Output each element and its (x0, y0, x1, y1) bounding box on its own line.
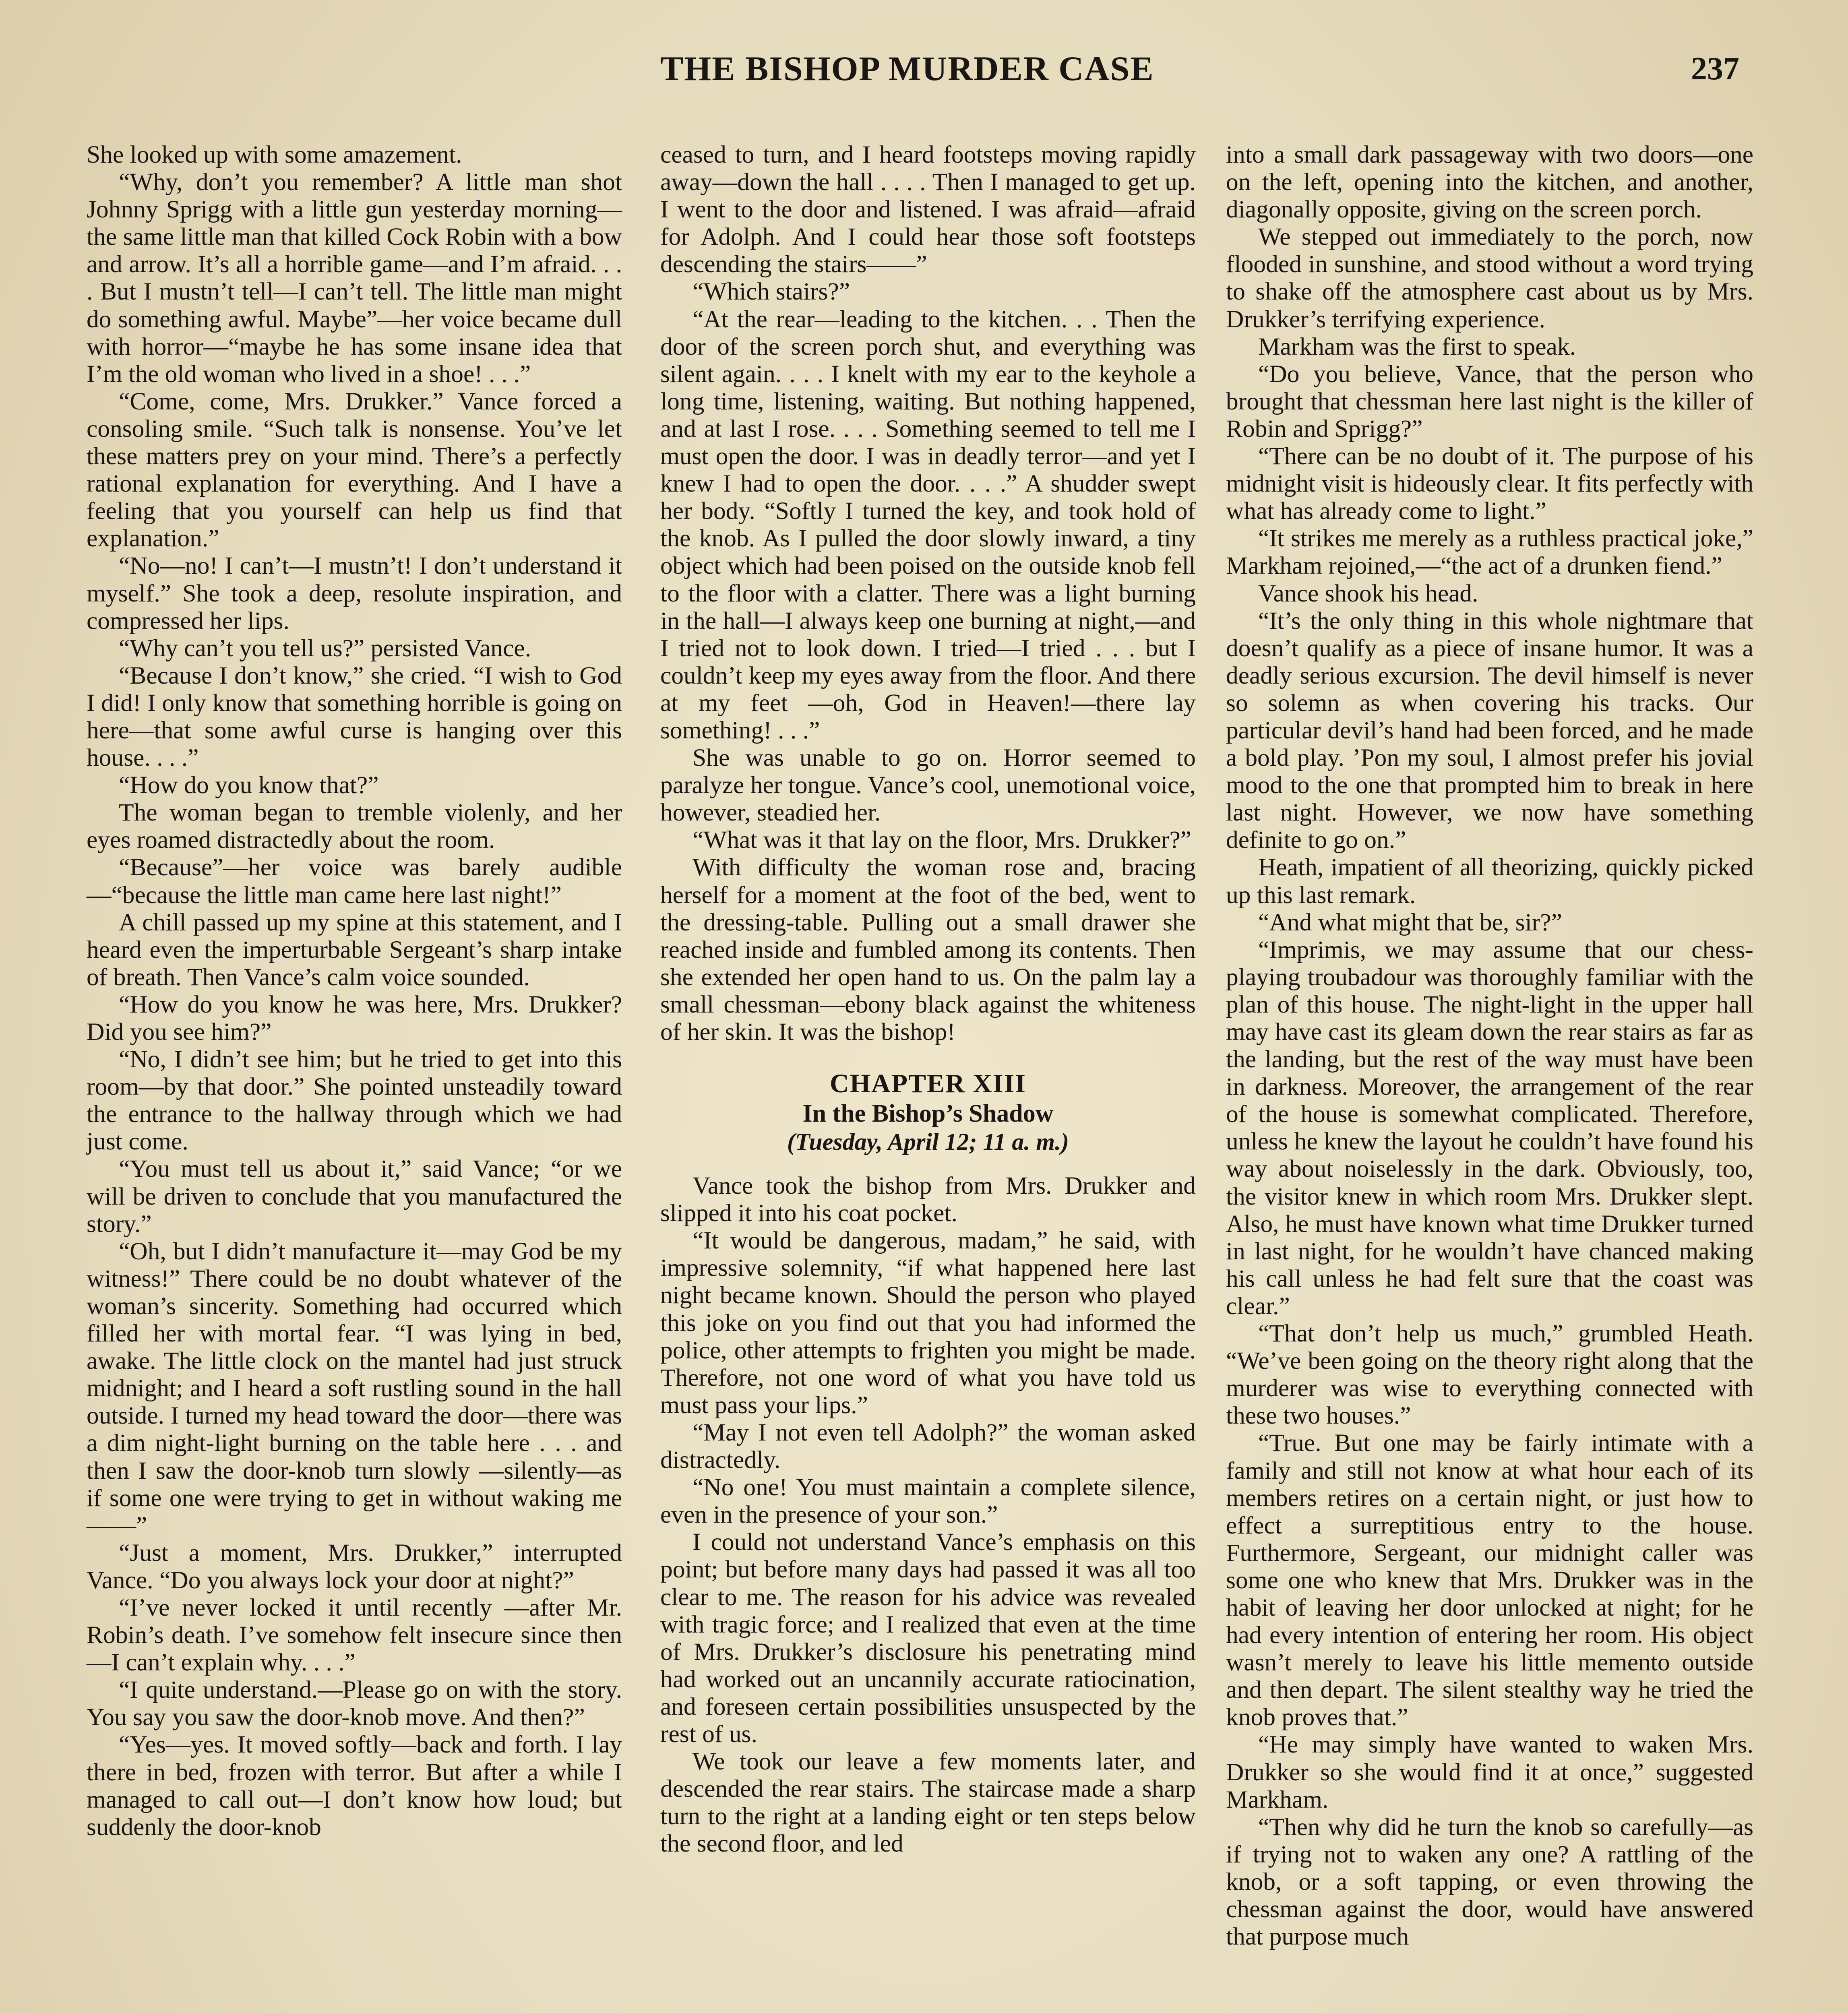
paragraph: “He may simply have wanted to waken Mrs. Drukker so she would find it at once,” suggested Markham. (1226, 1731, 1753, 1813)
paragraph: She was unable to go on. Horror seemed to paralyze her tongue. Vance’s cool, unemotional voice, however, steadied her. (660, 744, 1196, 827)
paragraph: “True. But one may be fairly intimate with a family and still not know at what hour each of its members retires on a certain night, or just how to effect a surreptitious entry to the house. Furthermore, Sergeant, our midnight caller was some one who knew that Mrs. Drukker was in the habit of leaving her door unlocked at night; for he had every intention of entering her room. His object wasn’t merely to leave his little memento outside and then depart. The silent stealthy way he tried the knob proves that.” (1226, 1429, 1753, 1731)
paragraph: “That don’t help us much,” grumbled Heath. “We’ve been going on the theory right along that the murderer was wise to everything connected with these two houses.” (1226, 1320, 1753, 1430)
paragraph: “Because”—her voice was barely audible—“because the little man came here last night!” (87, 854, 622, 909)
text-column-3 (1226, 141, 1753, 1950)
paragraph: “Come, come, Mrs. Drukker.” Vance forced a consoling smile. “Such talk is nonsense. You’ve let these matters prey on your mind. There’s a perfectly rational explanation for everything. And I have a feeling that you yourself can help us find that explanation.” (87, 387, 622, 552)
paragraph: “What was it that lay on the floor, Mrs. Drukker?” (692, 826, 1192, 854)
paragraph: Heath, impatient of all theorizing, quickly picked up this last remark. (1226, 854, 1753, 909)
paragraph: Vance took the bishop from Mrs. Drukker and slipped it into his coat pocket. (660, 1172, 1196, 1227)
running-head: THE BISHOP MURDER CASE (660, 49, 1154, 88)
paragraph: I could not understand Vance’s emphasis on this point; but before many days had passed it was all too clear to me. The reason for his advice was revealed with tragic force; and I realized that even at the time of Mrs. Drukker’s disclosure his penetrating mind had worked out an uncannily accurate ratiocination, and foreseen certain possibilities unsuspected by the rest of us. (660, 1528, 1196, 1748)
paragraph: “Just a moment, Mrs. Drukker,” interrupted Vance. “Do you always lock your door at night?” (87, 1539, 622, 1594)
chapter-heading (660, 1068, 1196, 1156)
paragraph: “There can be no doubt of it. The purpose of his midnight visit is hideously clear. It fits perfectly with what has already come to light.” (1226, 442, 1753, 525)
paragraph: “It strikes me merely as a ruthless practical joke,” Markham rejoined,—“the act of a drunken fiend.” (1226, 525, 1753, 580)
paragraph: “Which stairs?” (692, 278, 850, 306)
paragraph: “How do you know he was here, Mrs. Drukker? Did you see him?” (87, 990, 622, 1046)
paragraph: “You must tell us about it,” said Vance; “or we will be driven to conclude that you manufactured the story.” (87, 1155, 622, 1238)
paragraph: She looked up with some amazement. (87, 141, 462, 168)
paragraph: “It’s the only thing in this whole nightmare that doesn’t qualify as a piece of insane humor. It was a deadly serious excursion. The devil himself is never so solemn as when covering his tracks. Our particular devil’s hand had been forced, and he made a bold play. ’Pon my soul, I almost prefer his jovial mood to the one that prompted him to break in here last night. However, we now have something definite to go on.” (1226, 607, 1753, 854)
paragraph: “Yes—yes. It moved softly—back and forth. I lay there in bed, frozen with terror. But after a while I managed to call out—I don’t know how loud; but suddenly the door-knob (87, 1731, 622, 1841)
paragraph: “May I not even tell Adolph?” the woman asked distractedly. (660, 1418, 1196, 1474)
paragraph: With difficulty the woman rose and, bracing herself for a moment at the foot of the bed, went to the dressing-table. Pulling out a small drawer she reached inside and fumbled among its contents. Then she extended her open hand to us. On the palm lay a small chessman—ebony black against the whiteness of her skin. It was the bishop! (660, 854, 1196, 1046)
paragraph: “No—no! I can’t—I mustn’t! I don’t understand it myself.” She took a deep, resolute inspiration, and compressed her lips. (87, 552, 622, 634)
paragraph: Vance shook his head. (1258, 579, 1478, 607)
paragraph: “Because I don’t know,” she cried. “I wish to God I did! I only know that something horrible is going on here—that some awful curse is hanging over this house. . . .” (87, 661, 622, 772)
paragraph: The woman began to tremble violenly, and her eyes roamed distractedly about the room. (87, 799, 622, 854)
paragraph: “It would be dangerous, madam,” he said, with impressive solemnity, “if what happened here last night became known. Should the person who played this joke on you find out that you had informed the police, other attempts to frighten you might be made. Therefore, not one word of what you have told us must pass your lips.” (660, 1227, 1196, 1419)
paragraph: “Why can’t you tell us?” persisted Vance. (119, 634, 531, 662)
paragraph: “Then why did he turn the knob so carefully—as if trying not to waken any one? A rattling of the knob, or a soft tapping, or even throwing the chessman against the door, would have answered that purpose much (1226, 1813, 1753, 1951)
chapter-subtitle: In the Bishop’s Shadow (802, 1100, 1054, 1128)
paragraph: “Why, don’t you remember? A little man shot Johnny Sprigg with a little gun yesterday morning—the same little man that killed Cock Robin with a bow and arrow. It’s all a horrible game—and I’m afraid. . . . But I mustn’t tell—I can’t tell. The little man might do something awful. Maybe”—her voice became dull with horror—“maybe he has some insane idea that I’m the old woman who lived in a shoe! . . .” (87, 168, 622, 388)
text-column-1 (87, 141, 622, 1841)
paragraph: “Imprimis, we may assume that our chess-playing troubadour was thoroughly familiar with the plan of this house. The night-light in the upper hall may have cast its gleam down the rear stairs as far as the landing, but the rest of the way must have been in darkness. Moreover, the arrangement of the rear of the house is somewhat complicated. Therefore, unless he knew the layout he couldn’t have found his way about noiselessly in the dark. Obviously, too, the visitor knew in which room Mrs. Drukker slept. Also, he must have known what time Drukker turned in last night, for he wouldn’t have chanced making his call unless he had felt sure that the coast was clear.” (1226, 936, 1753, 1320)
page-number: 237 (1691, 51, 1739, 87)
paragraph: “Do you believe, Vance, that the person who brought that chessman here last night is the killer of Robin and Sprigg?” (1226, 360, 1753, 442)
paragraph: “Oh, but I didn’t manufacture it—may God be my witness!” There could be no doubt whatever of the woman’s sincerity. Something had occurred which filled her with mortal fear. “I was lying in bed, awake. The little clock on the mantel had just struck midnight; and I heard a soft rustling sound in the hall outside. I turned my head toward the door—there was a dim night-light burning on the table here . . . and then I saw the door-knob turn slowly —silently—as if some one were trying to get in without waking me——” (87, 1237, 622, 1539)
paragraph: “How do you know that?” (119, 771, 379, 799)
paragraph: “No, I didn’t see him; but he tried to get into this room—by that door.” She pointed unsteadily toward the entrance to the hallway through which we had just come. (87, 1046, 622, 1155)
paragraph: We took our leave a few moments later, and descended the rear stairs. The staircase made a sharp turn to the right at a landing eight or ten steps below the second floor, and led (660, 1748, 1196, 1858)
paragraph: into a small dark passageway with two doors—one on the left, opening into the kitchen, and another, diagonally opposite, giving on the screen porch. (1226, 141, 1753, 223)
text-column-2 (660, 141, 1196, 1857)
paragraph: A chill passed up my spine at this statement, and I heard even the imperturbable Sergeant’s sharp intake of breath. Then Vance’s calm voice sounded. (87, 908, 622, 991)
chapter-title: CHAPTER XIII (830, 1069, 1026, 1099)
paragraph: ceased to turn, and I heard footsteps moving rapidly away—down the hall . . . . Then I managed to get up. I went to the door and listened. I was afraid—afraid for Adolph. And I could hear those soft footsteps descending the stairs——” (660, 141, 1196, 278)
paragraph: Markham was the first to speak. (1258, 333, 1576, 360)
paragraph: “No one! You must maintain a complete silence, even in the presence of your son.” (660, 1474, 1196, 1529)
paragraph: “I’ve never locked it until recently —after Mr. Robin’s death. I’ve somehow felt insecure since then—I can’t explain why. . . .” (87, 1593, 622, 1676)
paragraph: “I quite understand.—Please go on with the story. You say you saw the door-knob move. And then?” (87, 1676, 622, 1731)
paragraph: “And what might that be, sir?” (1258, 908, 1562, 936)
paragraph: “At the rear—leading to the kitchen. . . Then the door of the screen porch shut, and everything was silent again. . . . I knelt with my ear to the keyhole a long time, listening, waiting. But nothing happened, and at last I rose. . . . Something seemed to tell me I must open the door. I was in deadly terror—and yet I knew I had to open the door. . . .” A shudder swept her body. “Softly I turned the key, and took hold of the knob. As I pulled the door slowly inward, a tiny object which had been poised on the outside knob fell to the floor with a clatter. There was a light burning in the hall—I always keep one burning at night,—and I tried not to look down. I tried—I tried . . . but I couldn’t keep my eyes away from the floor. And there at my feet —oh, God in Heaven!—there lay something! . . .” (660, 305, 1196, 744)
chapter-date: (Tuesday, April 12; 11 a. m.) (787, 1128, 1069, 1155)
paragraph: We stepped out immediately to the porch, now flooded in sunshine, and stood without a word trying to shake off the atmosphere cast about us by Mrs. Drukker’s terrifying experience. (1226, 223, 1753, 333)
